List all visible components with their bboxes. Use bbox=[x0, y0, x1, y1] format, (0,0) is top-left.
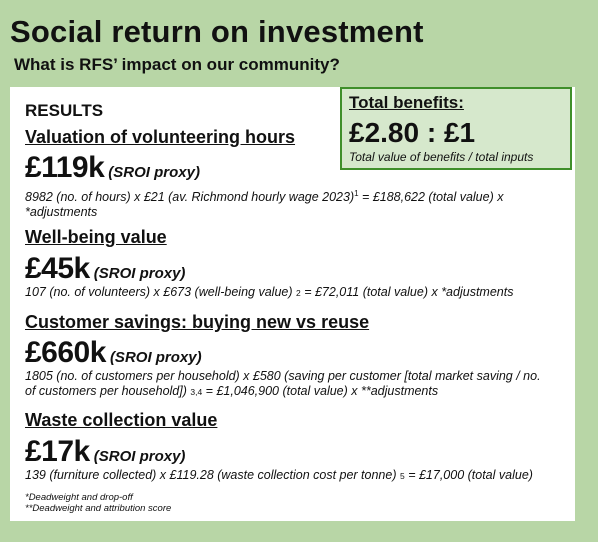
calc-result: = £188,622 (total value) x *adjustments bbox=[25, 190, 504, 220]
section-amount-line bbox=[25, 336, 202, 370]
sroi-proxy-label: (SROI proxy) bbox=[93, 265, 186, 282]
section-amount: £17k bbox=[25, 435, 90, 468]
section-calculation bbox=[25, 285, 573, 301]
page-title: Social return on investment bbox=[10, 14, 424, 49]
sroi-proxy-label: (SROI proxy) bbox=[108, 164, 200, 181]
section-heading-customer-savings: Customer savings: buying new vs reuse bbox=[25, 312, 370, 332]
footnote-deadweight-attribution: **Deadweight and attribution score bbox=[25, 503, 172, 514]
reference-marker: 5 bbox=[399, 471, 405, 481]
section-calculation bbox=[25, 369, 545, 400]
calc-text: 107 (no. of volunteers) x £673 (well-being value) bbox=[25, 285, 296, 299]
section-amount: £119k bbox=[25, 151, 105, 184]
reference-marker: 1 bbox=[354, 189, 359, 198]
reference-marker: 2 bbox=[295, 288, 301, 298]
calc-result: = £72,011 (total value) x *adjustments bbox=[300, 285, 514, 299]
sroi-proxy-label: (SROI proxy) bbox=[109, 349, 202, 366]
section-heading-volunteering: Valuation of volunteering hours bbox=[25, 127, 296, 147]
calc-result: = £17,000 (total value) bbox=[404, 468, 533, 482]
reference-marker: 3,4 bbox=[190, 387, 203, 397]
total-benefits-ratio: £2.80 : £1 bbox=[349, 117, 476, 148]
total-benefits-heading: Total benefits: bbox=[349, 93, 464, 112]
section-calculation bbox=[25, 186, 573, 220]
section-amount: £660k bbox=[25, 336, 106, 369]
calc-text: 1805 (no. of customers per household) x £580 (saving per customer [total market saving / no. of customers per household]) bbox=[25, 369, 541, 398]
section-amount-line bbox=[25, 435, 185, 469]
section-calculation bbox=[25, 468, 573, 484]
calc-text: 8982 (no. of hours) x £21 (av. Richmond hourly wage 2023) bbox=[25, 190, 355, 205]
calc-text: 139 (furniture collected) x £119.28 (waste collection cost per tonne) bbox=[25, 468, 400, 482]
sroi-proxy-label: (SROI proxy) bbox=[93, 448, 186, 465]
calc-result: = £1,046,900 (total value) x **adjustments bbox=[202, 384, 439, 398]
section-amount-line bbox=[25, 151, 200, 185]
footnote-deadweight-dropoff: *Deadweight and drop-off bbox=[25, 492, 133, 503]
section-heading-wellbeing: Well-being value bbox=[25, 227, 167, 247]
page-subtitle: What is RFS’ impact on our community? bbox=[14, 55, 340, 74]
section-heading-waste-collection: Waste collection value bbox=[25, 410, 218, 430]
section-amount: £45k bbox=[25, 252, 90, 285]
total-benefits-note: Total value of benefits / total inputs bbox=[349, 150, 534, 164]
total-benefits-box bbox=[340, 87, 572, 170]
results-label: RESULTS bbox=[25, 101, 104, 120]
section-amount-line bbox=[25, 252, 185, 286]
